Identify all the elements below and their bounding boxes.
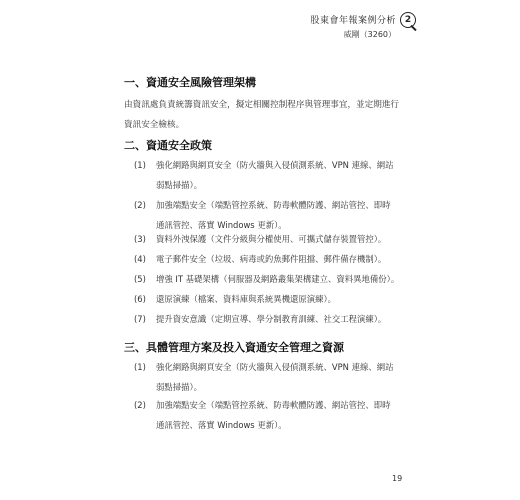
policy-item-6 xyxy=(134,289,414,309)
item-number: (2) xyxy=(134,200,146,210)
policy-item-7 xyxy=(134,309,414,329)
item-text-cont: 弱點掃描）。 xyxy=(156,382,203,392)
item-number: (4) xyxy=(134,254,146,264)
item-text: 電子郵件安全（垃圾、病毒或釣魚郵件阻擋、郵件備存機制）。 xyxy=(156,254,387,264)
item-text: 增強 IT 基礎架構（伺服器及網路叢集架構建立、資料異地備份）。 xyxy=(156,274,400,284)
section-title-2: 二、資通安全政策 xyxy=(124,139,212,152)
company-subtitle: 威剛（3260） xyxy=(343,30,396,39)
policy-item-5 xyxy=(134,269,414,289)
item-number: (2) xyxy=(134,400,146,410)
item-number: (6) xyxy=(134,294,146,304)
book-title: 股東會年報案例分析 xyxy=(310,16,396,26)
running-header xyxy=(310,14,396,42)
policy-item-4 xyxy=(134,249,414,269)
paragraph-line: 由資訊處負責統籌資訊安全，擬定相關控制程序與管理事宜，並定期進行 xyxy=(124,100,400,110)
section-title-1: 一、資通安全風險管理架構 xyxy=(124,76,256,89)
item-number: (7) xyxy=(134,314,146,324)
chapter-magnifier-icon xyxy=(400,12,416,28)
item-number: (1) xyxy=(134,160,146,170)
policy-item-1 xyxy=(134,155,414,195)
item-text-cont: 通訊管控、落實 Windows 更新）。 xyxy=(156,420,287,430)
item-number: (1) xyxy=(134,362,146,372)
item-text: 強化網路與網頁安全（防火牆與入侵偵測系統、VPN 連線、網站 xyxy=(156,362,394,372)
section-1-paragraph xyxy=(124,95,414,135)
magnifier-handle-icon xyxy=(410,25,416,31)
item-number: (3) xyxy=(134,234,146,244)
item-number: (5) xyxy=(134,274,146,284)
item-text: 資料外洩保護（文件分級與分權使用、可攜式儲存裝置管控）。 xyxy=(156,234,387,244)
section-title-3: 三、具體管理方案及投入資通安全管理之資源 xyxy=(124,341,344,354)
item-text: 提升資安意識（定期宣導、學分制教育訓練、社交工程演練）。 xyxy=(156,314,387,324)
item-text: 加強端點安全（端點管控系統、防毒軟體防護、網站管控、即時 xyxy=(156,400,391,410)
item-text: 加強端點安全（端點管控系統、防毒軟體防護、網站管控、即時 xyxy=(156,200,391,210)
paragraph-line: 資訊安全檢核。 xyxy=(124,120,185,130)
chapter-number: 2 xyxy=(404,15,412,25)
policy-item-3 xyxy=(134,229,414,249)
resource-item-1 xyxy=(134,357,414,397)
resource-item-2 xyxy=(134,395,414,435)
item-text: 強化網路與網頁安全（防火牆與入侵偵測系統、VPN 連線、網站 xyxy=(156,160,394,170)
item-text: 還原演練（檔案、資料庫與系統異機還原演練）。 xyxy=(156,294,337,304)
page-number: 19 xyxy=(392,474,403,483)
item-text-cont: 通訊管控、落實 Windows 更新）。 xyxy=(156,220,287,230)
item-text-cont: 弱點掃描）。 xyxy=(156,180,203,190)
